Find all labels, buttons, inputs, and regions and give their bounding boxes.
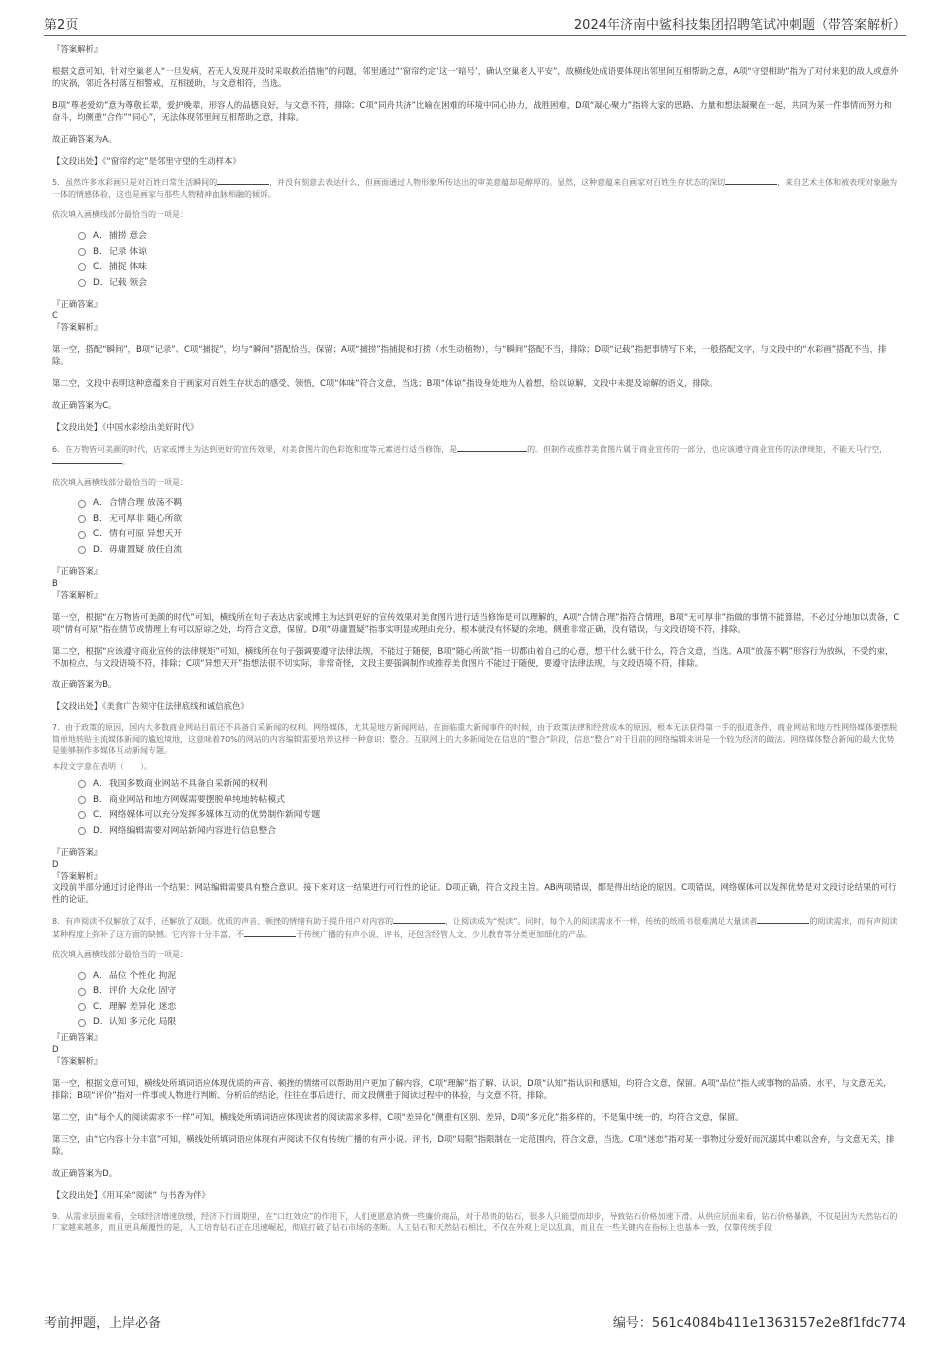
radio-icon[interactable]	[78, 531, 86, 539]
q6-source: 【文段出处】《美食广告须守住法律底线和诚信底色》	[52, 701, 249, 712]
q6-options	[78, 496, 900, 558]
q7-option-b[interactable]: B． 商业网站和地方网媒需要摆脱单纯地转帖模式	[78, 792, 900, 808]
radio-icon[interactable]	[78, 1003, 86, 1011]
q4-analysis-p1: 根据文意可知，针对空巢老人“一旦发病，若无人发现并及时采取救治措施”的问题，邻里通过“‘窗帘约定’这一‘暗号’，确认空巢老人平安”，故横线处成语要体现出邻里间互相帮助之意，A项“守望相助”指为了对付来犯的敌人或意外的灾祸，邻近各村落互相警戒，互相援助，与文意相符，当选。	[52, 65, 899, 88]
q7-stem: 7．由于政策的原因，国内大多数商业网站目前还不具备自采新闻的权利。网络媒体，尤其是地方新闻网站，在面临重大新闻事件的时候，由于政策法律和经营成本的原因，根本无法获得第一手的报道条件，商业网站和地方性网络媒体要摆脱简单地转贴主流媒体新闻的尴尬境地，这意味着70%的网站的内容编辑需要培养这样一种意识：整合。互联网上的大多新闻处在信息的“整合”阶段，信息“整合”对于目前的网络编辑来讲是一个较为经济的做法。网络媒体整合新闻的最大优势是能够制作多媒体互动新闻专题。	[52, 723, 898, 755]
q8-option-d[interactable]: D． 认知 多元化 局限	[78, 1015, 900, 1031]
q6-option-a[interactable]: A． 合情合理 放荡不羁	[78, 496, 900, 512]
q8-option-b[interactable]: B． 评价 大众化 固守	[78, 984, 900, 1000]
q6-stem: 6．在万物皆可美颜的时代，店家或博主为达到更好的宣传效果，对美食图片的色彩饱和度等元素进行适当修饰，是 的。但制作或推荐美食图片属于商业宣传的一部分，也应该遵守商业宣传的法律规矩，不能天马行空，。	[52, 444, 888, 467]
q5-option-a[interactable]: A． 捕捞 意会	[78, 229, 900, 245]
radio-icon[interactable]	[78, 248, 86, 256]
q8-option-a[interactable]: A． 品位 个性化 拘泥	[78, 968, 900, 984]
q5-conclusion: 故正确答案为C。	[52, 400, 117, 411]
blank-line	[725, 176, 777, 185]
blank-line	[457, 443, 527, 452]
q5-source: 【文段出处】《中国水彩绘出美好时代》	[52, 421, 199, 432]
radio-icon[interactable]	[78, 263, 86, 271]
q5-stem: 5．虽然许多水彩画只是对百姓日常生活瞬间的 ，并没有刻意去表达什么，但画面通过人物形象所传达出的审美意蕴却是醇厚的。显然，这种意蕴来自画家对百姓生存状态的深切 ，来自艺术主体和被表现对象融为一体的情感体验，这也是画家与那些人物精神血脉相融的倾诉。	[52, 178, 898, 199]
answer-label: 『正确答案』	[52, 298, 103, 309]
blank-line	[757, 915, 809, 924]
q6-conclusion: 故正确答案为B。	[52, 679, 117, 690]
radio-icon[interactable]	[78, 972, 86, 980]
footer-slogan: 考前押题，上岸必备	[44, 1315, 162, 1331]
radio-icon[interactable]	[78, 811, 86, 819]
q8-option-c[interactable]: C． 理解 差异化 迷恋	[78, 999, 900, 1015]
q8-analysis-p2: 第二空，由“每个人的阅读需求不一样”可知，横线处所填词语应体现读者的阅读需求多样，C项“差异化”侧重有区别、差异，D项“多元化”指多样的，不是集中统一的，均符合文意，保留。	[52, 1112, 744, 1123]
q4-source	[52, 156, 900, 168]
q5-options	[78, 229, 900, 291]
blank-line	[217, 176, 269, 185]
q5-answer: C	[52, 310, 58, 321]
q8-options	[78, 968, 900, 1030]
radio-icon[interactable]	[78, 780, 86, 788]
radio-icon[interactable]	[78, 988, 86, 996]
q5-analysis-p1: 第一空，搭配“瞬间”，B项“记录”、C项“捕捉”，均与“瞬间”搭配恰当，保留；A项“捕捞”指捕捉和打捞（水生动植物），与“瞬间”搭配不当，排除；D项“记载”指把事情写下来，一般搭配文字，与文段中的“水彩画”搭配不当，排除。	[52, 344, 887, 367]
q7-options	[78, 777, 900, 839]
analysis-label: 『答案解析』	[52, 870, 103, 881]
q4-conclusion: 故正确答案为A。	[52, 133, 117, 144]
q8-source: 【文段出处】《用耳朵“阅读” 与书香为伴》	[52, 1189, 210, 1200]
analysis-label: 『答案解析』	[52, 589, 103, 600]
q4-analysis-p2: B项“尊老爱幼”意为尊敬长辈，爱护晚辈，形容人的品德良好，与文意不符，排除；C项“同舟共济”比喻在困难的环境中同心协力，战胜困难，D项“凝心聚力”指将大家的思路、力量和想法凝聚在一起，共同为某一件事情而努力和奋斗，均侧重“合作”“同心”，无法体现邻里间互相帮助之意，排除。	[52, 99, 892, 122]
blank-line	[393, 915, 445, 924]
document-code: 编号：561c4084b411e1363157e2e8f1fdc774	[612, 1315, 906, 1331]
q5-option-b[interactable]: B． 记录 体谅	[78, 244, 900, 260]
radio-icon[interactable]	[78, 796, 86, 804]
q6-prompt: 依次填入画横线部分最恰当的一项是：	[52, 477, 188, 487]
radio-icon[interactable]	[78, 279, 86, 287]
radio-icon[interactable]	[78, 500, 86, 508]
analysis-label: 『答案解析』	[52, 1056, 103, 1067]
q5-option-d[interactable]: D． 记载 领会	[78, 275, 900, 291]
q6-analysis-p1: 第一空，根据“在万物皆可美颜的时代”可知，横线所在句子表达店家或博主为达到更好的宣传效果对美食图片进行适当修饰是可以理解的，A项“合情合理”指符合情理，B项“无可厚非”指做的事情不能算错，不必过分地加以责备，C项“情有可原”指在情节或情理上有可以原谅之处，均符合文意，保留。D项“毋庸置疑”指事实明显或理由充分，根本就没有怀疑的余地，侧重非常正确，没有错误，与文段语境不符，排除。	[52, 611, 900, 634]
q7-analysis-p1: 文段前半部分通过讨论得出一个结果：网站编辑需要具有整合意识。接下来对这一结果进行可行性的论证。D项正确，符合文段主旨。AB两项错误，都是得出结论的原因。C项错误，网络媒体可以发挥优势是对文段讨论结果的可行性的论证。	[52, 882, 897, 905]
page-number: 第2页	[44, 17, 79, 33]
q4-source-title: 《“窗帘约定”是邻里守望的生动样本》	[102, 155, 241, 166]
analysis-label: 『答案解析』	[52, 44, 103, 54]
document-title: 2024年济南中鲨科技集团招聘笔试冲刺题（带答案解析）	[573, 17, 906, 33]
radio-icon[interactable]	[78, 1019, 86, 1027]
q8-analysis-p3: 第三空，由“它内容十分丰富”可知，横线处所填词语应体现有声阅读不仅有传统广播的有声小说、评书，D项“局限”指限制在一定范围内，符合文意，当选。C项“迷恋”指对某一事物过分爱好而沉溺其中难以舍弃，与文意无关，排除。	[52, 1133, 895, 1156]
answer-label: 『正确答案』	[52, 1032, 103, 1043]
radio-icon[interactable]	[78, 827, 86, 835]
q6-option-c[interactable]: C． 情有可原 异想天开	[78, 527, 900, 543]
answer-label: 『正确答案』	[52, 846, 103, 857]
q8-answer: D	[52, 1044, 59, 1055]
q6-analysis-p2: 第二空，根据“应该遵守商业宣传的法律规矩”可知，横线所在句子强调要遵守法律法规，不能过于随便，B项“随心所欲”指一切都由着自己的心意，想干什么就干什么，符合文意，当选。A项“放荡不羁”形容行为放纵，不受约束，不加检点，与文段语境不符，排除；C项“异想天开”指想法很不切实际，非常奇怪，文段主要强调制作或推荐美食图片不能过于随便，要遵守法律法规，与文段语境不符，排除。	[52, 645, 894, 668]
source-label: 【文段出处】	[52, 155, 103, 166]
q7-option-a[interactable]: A． 我国多数商业网站不具备自采新闻的权利	[78, 777, 900, 793]
page-header	[44, 12, 906, 34]
q7-option-d[interactable]: D． 网络编辑需要对网站新闻内容进行信息整合	[78, 823, 900, 839]
q8-conclusion: 故正确答案为D。	[52, 1167, 118, 1178]
q9-stem: 9．从需求层面来看，全球经济增速放缓，经济下行周期里，在“口红效应”的作用下，人们更愿意消费一些廉价商品，对于昂贵的钻石，很多人只能望而却步，导致钻石价格加速下滑。从供应层面来看，钻石价格暴跌，不仅是因为天然钻石的厂家越来越多，而且更具颠覆性的是，人工培育钻石正在迅速崛起，彻底打破了钻石市场的垄断。人工钻石和天然钻石相比，不仅在外观上足以乱真，而且在一些关键内在指标上也基本一致，仅靠传统手段	[52, 1211, 898, 1232]
blank-line	[52, 455, 122, 464]
blank-line	[244, 928, 296, 937]
q7-option-c[interactable]: C． 网络媒体可以充分发挥多媒体互动的优势制作新闻专题	[78, 808, 900, 824]
radio-icon[interactable]	[78, 546, 86, 554]
q8-prompt: 依次填入画横线部分最恰当的一项是：	[52, 950, 188, 960]
q8-stem: 8．有声阅读不仅解放了双手，还解放了双眼。优质的声音、顿挫的情绪有助于提升用户对内容的 ，让阅读成为“悦读”。同时，每个人的阅读需求不一样，传统的纸质书很难满足大量读者 的阅读需求，而有声阅读某种程度上弥补了这方面的缺憾。它内容十分丰富，不 于传统广播的有声小说、评书，还包含经管人文、少儿教育等分类更加细化的产品。	[52, 917, 898, 939]
answer-label: 『正确答案』	[52, 565, 103, 576]
document-body	[52, 44, 900, 1233]
q7-answer: D	[52, 858, 59, 869]
q7-prompt: 本段文字意在表明（ ）。	[52, 762, 152, 772]
analysis-label: 『答案解析』	[52, 322, 103, 333]
q5-option-c[interactable]: C． 捕捉 体味	[78, 260, 900, 276]
radio-icon[interactable]	[78, 515, 86, 523]
q6-option-d[interactable]: D． 毋庸置疑 放任自流	[78, 542, 900, 558]
q5-analysis-p2: 第二空，文段中表明这种意蕴来自于画家对百姓生存状态的感受、领悟，C项“体味”符合文意，当选；B项“体谅”指设身处地为人着想，给以谅解，文段中未提及谅解的语义，排除。	[52, 378, 718, 389]
radio-icon[interactable]	[78, 232, 86, 240]
page-footer	[44, 1311, 906, 1331]
q5-prompt: 依次填入画横线部分最恰当的一项是：	[52, 210, 188, 220]
q8-analysis-p1: 第一空，根据文意可知，横线处所填词语应体现优质的声音、顿挫的情绪可以帮助用户更加了解内容，C项“理解”指了解、认识，D项“认知”指认识和感知，均符合文意，保留。A项“品位”指人或事物的品质、水平，与文意无关，排除；B项“评价”指对一件事或人物进行判断、分析后的结论，往往在事后进行，而文段侧重于阅读过程中的体验，与文意不符，排除。	[52, 1078, 892, 1101]
q6-option-b[interactable]: B． 无可厚非 随心所欲	[78, 511, 900, 527]
q6-answer: B	[52, 577, 58, 588]
header-divider	[44, 35, 906, 36]
